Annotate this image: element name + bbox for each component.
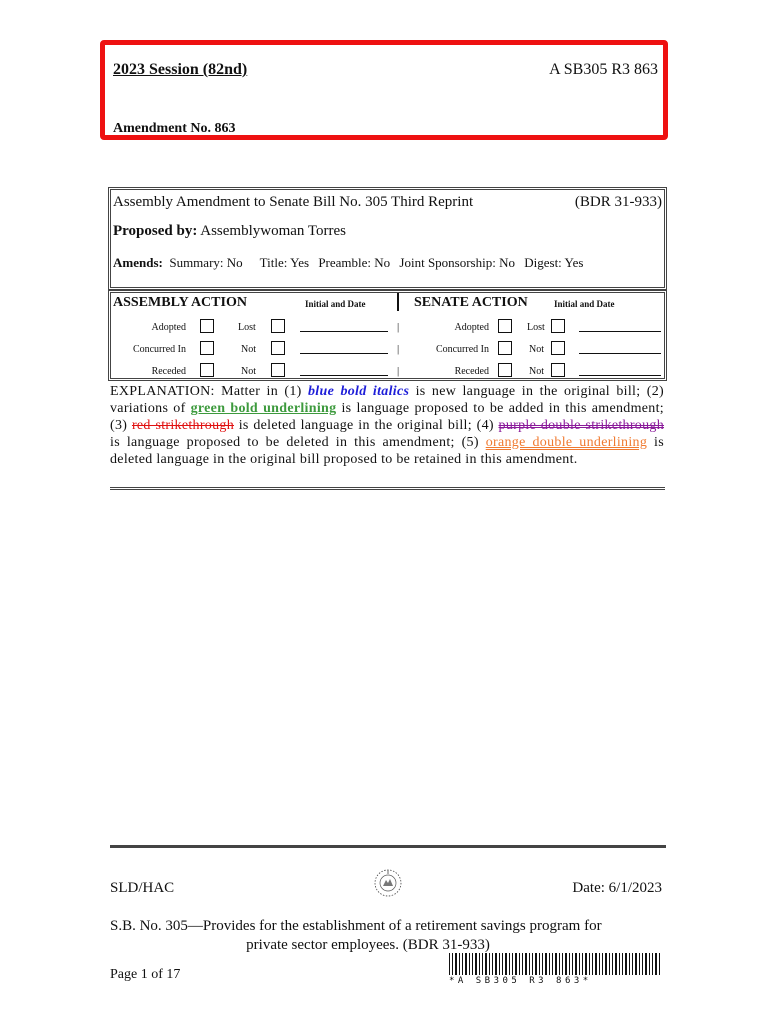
assembly-not-label: Not — [241, 366, 256, 377]
barcode-bar — [472, 953, 473, 975]
assembly-signature-line — [300, 353, 388, 354]
assembly-receded-checkbox[interactable] — [200, 363, 214, 377]
blue-bold-italics-sample: blue bold italics — [308, 384, 410, 399]
amends-joint: Joint Sponsorship: No — [399, 255, 515, 270]
amends-summary: Summary: No — [169, 255, 243, 270]
barcode-bar — [579, 953, 580, 975]
senate-lost-checkbox[interactable] — [551, 319, 565, 333]
explanation-text-5: is deleted language in the original bill proposed to be retained in this amendment. — [110, 435, 664, 467]
barcode-bar — [629, 953, 630, 975]
assembly-concurred-label: Concurred In — [132, 344, 186, 355]
green-underline-sample: green bold underlining — [190, 401, 337, 416]
explanation-text-2: is language proposed to be added in this amendment; (3) — [110, 401, 664, 433]
explanation-paragraph — [110, 383, 664, 468]
senate-not-label: Not — [529, 366, 544, 377]
senate-lost-label: Lost — [527, 322, 545, 333]
proposed-label: Proposed by: — [113, 223, 198, 239]
barcode-bar — [515, 953, 517, 975]
barcode-bar — [525, 953, 527, 975]
amends-digest: Digest: Yes — [524, 255, 584, 270]
barcode-bar — [609, 953, 610, 975]
barcode-bar — [479, 953, 480, 975]
barcode-bar — [595, 953, 597, 975]
barcode-bar — [545, 953, 547, 975]
proposed-by — [113, 223, 346, 240]
barcode-bar — [519, 953, 520, 975]
barcode-bar — [535, 953, 537, 975]
barcode-bar — [552, 953, 553, 975]
drafter-initials: SLD/HAC — [110, 880, 175, 896]
barcode-bar — [499, 953, 500, 975]
bill-description — [110, 917, 666, 955]
senate-not-label: Not — [529, 344, 544, 355]
barcode-bar — [612, 953, 613, 975]
barcode-bar — [459, 953, 460, 975]
senate-not-checkbox[interactable] — [551, 341, 565, 355]
assembly-lost-label: Lost — [238, 322, 256, 333]
barcode-bar — [592, 953, 593, 975]
barcode-bar — [529, 953, 530, 975]
amends-preamble: Preamble: No — [318, 255, 391, 270]
orange-double-underline-sample: orange double underlining — [485, 435, 648, 450]
barcode-bar — [539, 953, 540, 975]
barcode-bar — [495, 953, 497, 975]
assembly-not-label: Not — [241, 344, 256, 355]
assembly-not-checkbox[interactable] — [271, 363, 285, 377]
barcode-bar — [522, 953, 523, 975]
barcode-bar — [549, 953, 550, 975]
senate-signature-line — [579, 353, 661, 354]
amends-title: Title: Yes — [259, 255, 310, 270]
assembly-receded-label: Receded — [151, 366, 186, 377]
separator: | — [397, 321, 400, 333]
barcode-bar — [559, 953, 560, 975]
barcode-bar — [502, 953, 503, 975]
barcode-bar — [572, 953, 573, 975]
senate-concurred-checkbox[interactable] — [498, 341, 512, 355]
assembly-adopted-checkbox[interactable] — [200, 319, 214, 333]
amendment-date: Date: 6/1/2023 — [572, 880, 662, 896]
barcode-bar — [645, 953, 647, 975]
barcode-bar — [582, 953, 583, 975]
barcode-bar — [625, 953, 627, 975]
explanation-text-3: is deleted language in the original bill; (4) — [234, 418, 499, 433]
barcode-bar — [622, 953, 623, 975]
barcode-bar — [485, 953, 487, 975]
barcode-bar — [639, 953, 640, 975]
barcode-bar — [619, 953, 620, 975]
bdr-number: (BDR 31-933) — [574, 194, 662, 210]
bill-id: A SB305 R3 863 — [549, 61, 658, 78]
barcode-bar — [562, 953, 563, 975]
barcode-bar — [509, 953, 510, 975]
barcode-bar — [635, 953, 637, 975]
assembly-not-checkbox[interactable] — [271, 341, 285, 355]
senate-action-heading: SENATE ACTION — [414, 295, 528, 310]
barcode-bar — [452, 953, 453, 975]
assembly-concurred-checkbox[interactable] — [200, 341, 214, 355]
bill-description-line-1: S.B. No. 305—Provides for the establishment of a retirement savings program for — [110, 918, 602, 934]
explanation-rule — [110, 487, 665, 490]
barcode-bar — [555, 953, 557, 975]
bill-description-line-2: private sector employees. (BDR 31-933) — [246, 937, 490, 953]
explanation-text-4: is language proposed to be deleted in this amendment; (5) — [110, 435, 486, 450]
amendment-number: Amendment No. 863 — [113, 121, 236, 136]
barcode-bar — [642, 953, 643, 975]
separator: | — [397, 343, 400, 355]
state-seal-icon — [372, 867, 404, 899]
assembly-lost-checkbox[interactable] — [271, 319, 285, 333]
barcode-bar — [462, 953, 463, 975]
barcode-bar — [469, 953, 470, 975]
barcode-bar — [632, 953, 633, 975]
barcode-bar — [449, 953, 450, 975]
amends-label: Amends: — [113, 255, 163, 270]
barcode-bar — [492, 953, 493, 975]
barcode-bar — [532, 953, 533, 975]
barcode-bar — [599, 953, 600, 975]
amends-line — [113, 255, 597, 271]
barcode-bar — [475, 953, 477, 975]
barcode-bar — [655, 953, 657, 975]
senate-signature-line — [579, 375, 661, 376]
barcode-bar — [575, 953, 577, 975]
page-number: Page 1 of 17 — [110, 967, 181, 982]
proposed-name: Assemblywoman Torres — [200, 223, 347, 239]
barcode-bar — [585, 953, 587, 975]
barcode-bar — [652, 953, 653, 975]
assembly-signature-line — [300, 375, 388, 376]
barcode-bar — [512, 953, 513, 975]
barcode-text: *A SB305 R3 863* — [449, 976, 592, 986]
barcode-bar — [565, 953, 567, 975]
senate-concurred-label: Concurred In — [435, 344, 489, 355]
barcode-bar — [465, 953, 467, 975]
red-strikethrough-sample: red strikethrough — [131, 418, 234, 433]
senate-not-checkbox[interactable] — [551, 363, 565, 377]
assembly-action-heading: ASSEMBLY ACTION — [113, 295, 247, 310]
assembly-initial-date: Initial and Date — [305, 299, 366, 309]
barcode-bar — [649, 953, 650, 975]
barcode-bar — [615, 953, 617, 975]
barcode-bar — [482, 953, 483, 975]
barcode-bar — [659, 953, 660, 975]
purple-double-strikethrough-sample: purple double strikethrough — [498, 418, 665, 433]
barcode-bar — [589, 953, 590, 975]
barcode-bar — [602, 953, 603, 975]
footer-rule — [110, 845, 666, 848]
explanation-text-1: is new language in the original bill; (2) variations of — [110, 384, 664, 416]
session-label: 2023 Session (82nd) — [113, 61, 248, 78]
barcode-bar — [569, 953, 570, 975]
senate-receded-label: Receded — [454, 366, 489, 377]
barcode-bar — [455, 953, 457, 975]
assembly-adopted-label: Adopted — [151, 322, 186, 333]
senate-signature-line — [579, 331, 661, 332]
barcode-icon — [449, 953, 663, 975]
action-divider — [397, 293, 399, 311]
barcode-bar — [489, 953, 490, 975]
senate-initial-date: Initial and Date — [554, 299, 615, 309]
assembly-signature-line — [300, 331, 388, 332]
separator: | — [397, 365, 400, 377]
barcode-bar — [542, 953, 543, 975]
barcode-bar — [605, 953, 607, 975]
amendment-title: Assembly Amendment to Senate Bill No. 305 Third Reprint — [113, 194, 474, 210]
senate-receded-checkbox[interactable] — [498, 363, 512, 377]
barcode-bar — [505, 953, 507, 975]
explanation-lead: EXPLANATION: Matter in (1) — [110, 384, 308, 399]
senate-adopted-checkbox[interactable] — [498, 319, 512, 333]
senate-adopted-label: Adopted — [454, 322, 489, 333]
